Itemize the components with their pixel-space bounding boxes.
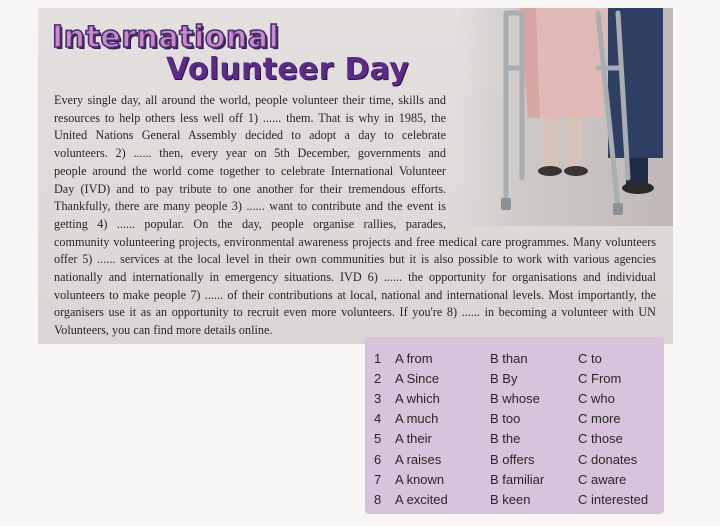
option-a: A their	[395, 431, 432, 446]
option-b: B whose	[490, 391, 540, 406]
text-line: offer 5) ...... services at the local level in their own communities but it is also possible to work with various agencies	[54, 252, 656, 267]
question-number: 5	[374, 431, 382, 446]
option-c: C aware	[578, 472, 627, 487]
option-c: C those	[578, 431, 623, 446]
article-text	[54, 92, 673, 340]
option-c: C to	[578, 351, 602, 366]
text-line: Day (IVD) and to pay tribute to one another for their tremendous efforts.	[54, 181, 446, 196]
text-line: Every single day, all around the world, people volunteer their time, skills and	[54, 93, 446, 107]
option-a: A raises	[395, 452, 442, 467]
question-number: 4	[374, 411, 382, 426]
text-line: organisers use it as an opportunity to recruit even more volunteers. If you're 8) ...... in becoming a volunteer with UN	[54, 305, 656, 320]
question-number: 3	[374, 391, 382, 406]
question-number: 8	[374, 492, 382, 507]
option-b: B familiar	[490, 472, 545, 487]
question-number: 6	[374, 452, 382, 467]
option-a: A from	[395, 351, 433, 366]
option-a: A known	[395, 472, 445, 487]
option-c: C more	[578, 411, 621, 426]
option-row	[365, 389, 664, 409]
option-c: C From	[578, 371, 622, 386]
option-b: B than	[490, 351, 528, 366]
title-line-1: International	[52, 20, 280, 55]
option-row	[365, 409, 664, 429]
text-line: resources to help others less well off 1) ...... them. That is why in 1985, the	[54, 110, 446, 125]
option-c: C who	[578, 391, 615, 406]
text-line: people around the world come together to celebrate International Volunteer	[54, 163, 446, 178]
option-c: C interested	[578, 492, 649, 507]
textbook-page	[38, 8, 673, 344]
question-number: 2	[374, 371, 382, 386]
option-row	[365, 369, 664, 389]
text-line: volunteers to make people 7) ...... of their contributions at local, national and international levels. Most importantly, the	[54, 287, 656, 302]
text-line: getting 4) ...... popular. On the day, people organise rallies, parades,	[54, 216, 446, 231]
option-row	[365, 490, 664, 510]
option-b: B offers	[490, 452, 535, 467]
question-number: 1	[374, 351, 382, 366]
option-row	[365, 429, 664, 449]
title-line-2: Volunteer Day	[166, 52, 410, 87]
option-a: A excited	[395, 492, 448, 507]
text-line: community volunteering projects, environmental awareness projects and free medical care programmes. Many volunteers	[54, 234, 656, 249]
option-row	[365, 450, 664, 470]
option-b: B keen	[490, 492, 531, 507]
option-a: A Since	[395, 371, 440, 386]
text-line: nationally and internationally in emergency situations. IVD 6) ...... the opportunity for organisations and individual	[54, 270, 656, 285]
option-b: B the	[490, 431, 521, 446]
option-row	[365, 349, 664, 369]
option-a: A which	[395, 391, 440, 406]
option-c: C donates	[578, 452, 638, 467]
option-a: A much	[395, 411, 439, 426]
option-row	[365, 470, 664, 490]
text-line: Volunteers, you can find more details online.	[54, 323, 273, 338]
option-b: B too	[490, 411, 521, 426]
answer-options-box	[365, 337, 664, 514]
option-b: B By	[490, 371, 518, 386]
question-number: 7	[374, 472, 382, 487]
text-line: Thankfully, there are many people 3) ...... want to contribute and the event is	[54, 199, 446, 214]
text-line: United Nations General Assembly decided to adopt a day to celebrate	[54, 128, 446, 143]
text-line: volunteers. 2) ...... then, every year on 5th December, governments and	[54, 146, 446, 161]
